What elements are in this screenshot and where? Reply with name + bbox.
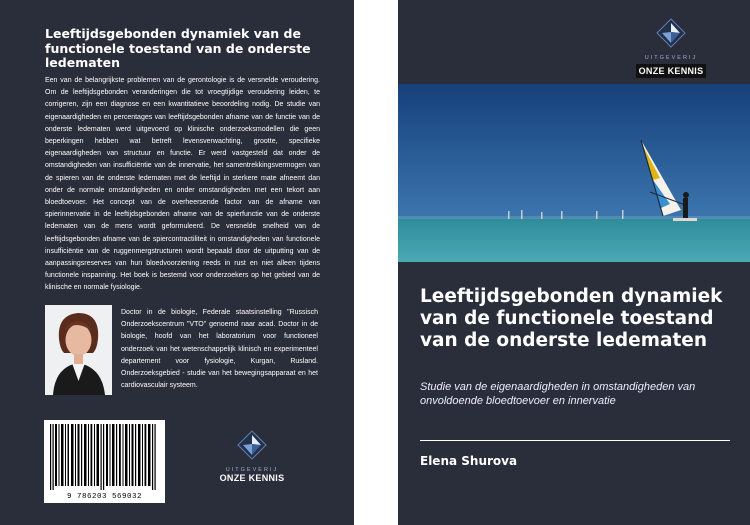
author-photo	[45, 305, 112, 395]
publisher-emblem-icon	[237, 430, 267, 460]
back-title: Leeftijdsgebonden dynamiek van de functionele toestand van de onderste ledematen	[45, 26, 311, 70]
spine	[354, 0, 398, 525]
author-name: Elena Shurova	[420, 454, 518, 468]
publisher-sub: UITGEVERIJ	[225, 467, 279, 473]
cover-image	[398, 84, 750, 262]
author-portrait-image	[45, 305, 112, 395]
isbn-number: 9 786203 569032	[66, 493, 142, 501]
barcode	[44, 420, 165, 503]
book-description: Een van de belangrijkste problemen van de gerontologie is de versnelde veroudering. Om de leeftijdsgebonden veranderingen die tot vroegtijdige veroudering leiden, te corrigeren, zijn een diagnose en een kwantitatieve beoordeling nodig. De studie van eigenaardigheden en percentages van leeftijdsgebonden afname van de functie van de onderste ledematen werd uitgevoerd op klinische onderzoeksmodellen die geen beperkingen hebben wat betreft levensverwachting, grootte, specifieke eigenaardigheden van structuur en functie. Er werd vastgesteld dat onder de omstandigheden van insufficiëntie van de innervatie, het samentrekkingsvermogen van de spieren van de onderste ledematen met de leeftijd in sterkere mate afneemt dan onder de normale omstandigheden en onder omstandigheden met een tekort aan bloedtoevoer. Het concept van de overheersende factor van de afname van spierinnervatie in de leeftijdsgebonden afname van de spierfunctie van de onderste ledematen van de mens wordt geformuleerd. De versnelde snelheid van de leeftijdsgebonden afname van de spiercontractiliteit in omstandigheden van functionele insufficiëntie van de ruggenmergstructuren wordt bepaald door de uitputting van de aanpassingsreserves van hun bloedvoorziening reeds in rust en niet alleen tijdens functionele inspanning. Het boek is bestemd voor onderzoekers op het gebied van de klinische en normale fysiologie.	[45, 77, 320, 292]
front-cover	[398, 0, 750, 525]
front-subtitle: Studie van de eigenaardigheden in omstandigheden van onvoldoende bloedtoevoer en innervatie	[420, 381, 696, 407]
front-title: Leeftijdsgebonden dynamiek van de functionele toestand van de onderste ledematen	[420, 286, 723, 351]
publisher-emblem-icon	[656, 18, 686, 48]
publisher-name: ONZE KENNIS	[636, 64, 707, 78]
publisher-logo	[212, 430, 292, 490]
publisher-name: ONZE KENNIS	[219, 473, 285, 483]
publisher-sub: UITGEVERIJ	[644, 55, 698, 61]
back-cover	[0, 0, 354, 525]
divider	[420, 440, 730, 441]
windsurfer-image	[398, 84, 750, 262]
author-bio: Doctor in de biologie, Federale staatsinstelling "Russisch Onderzoekscentrum "VTO" genoemd naar acad. Doctor in de biologie, hoofd van het laboratorium voor functioneel onderzoek van het wetenschappelijk klinisch en experimenteel departement voor fysiologie, Kurgan, Rusland. Onderzoeksgebied - studie van het bewegingsapparaat en het cardiovasculair systeem.	[121, 309, 318, 390]
front-publisher-logo	[629, 18, 713, 78]
barcode-icon	[44, 420, 165, 492]
